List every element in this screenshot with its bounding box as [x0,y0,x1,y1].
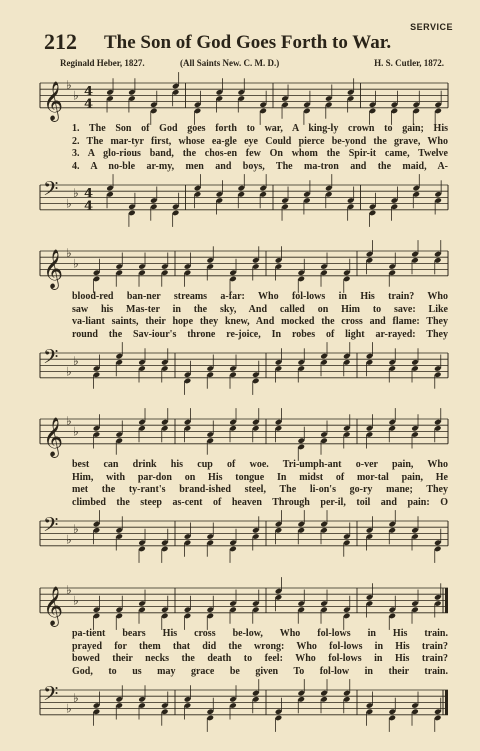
treble-clef-icon: 𝄞 [43,248,64,289]
time-signature-top: 4 [84,186,94,202]
composer-credit: H. S. Cutler, 1872. [374,58,444,68]
verse-line-2: 2. The mar-tyr first, whose ea-gle eye Could pierce be-yond the grave, Who [72,135,448,147]
bass-clef-icon: 𝄢 [43,513,59,541]
verse-line-3: met the ty-rant's brand-ished steel, The li-on's go-ry mane; They [72,484,448,495]
treble-clef-icon: 𝄞 [43,585,64,626]
hymn-credits [60,58,444,72]
final-barline-thick [445,690,448,715]
verse-line-4: God, to us may grace be given To fol-low in their train. [72,665,448,677]
flat-icon: ♭ [66,196,72,211]
tune-name: (All Saints New. C. M. D.) [180,58,280,68]
flat-icon: ♭ [66,364,72,379]
verse-line-2: Him, with par-don on His tongue In midst of mor-tal pain, He [72,471,448,483]
flat-icon: ♭ [73,522,79,537]
treble-staff [38,580,448,632]
treble-staff [38,75,448,127]
flat-icon: ♭ [73,424,79,439]
verse-line-4: climbed the steep as-cent of heaven Through per-il, toil and pain: O [72,496,448,508]
bass-staff [38,345,448,397]
verse-line-4: 4. A no-ble ar-my, men and boys, The ma-tron and the maid, A- [72,160,448,172]
lyrics-block [72,291,448,341]
final-barline-thick [445,588,448,613]
verse-line-1: 1. The Son of God goes forth to war, A king-ly crown to gain; His [72,123,448,134]
treble-clef-icon: 𝄞 [43,80,64,121]
section-tag: SERVICE [410,22,453,32]
time-signature-top: 4 [84,84,94,100]
bass-clef-icon: 𝄢 [43,345,59,373]
time-signature-bottom: 4 [84,198,94,214]
lyrics-block [72,123,448,173]
author-credit: Reginald Heber, 1827. [60,58,145,68]
treble-staff [38,411,448,463]
verse-line-4: round the Sav-iour's throne re-joice, In robes of light ar-rayed: They [72,328,448,340]
flat-icon: ♭ [66,701,72,716]
verse-line-2: prayed for them that did the wrong: Who fol-lows in His train? [72,640,448,652]
verse-line-3: va-liant saints, their hope they knew, And mocked the cross and flame: They [72,316,448,327]
verse-line-1: best can drink his cup of woe. Tri-umph-ant o-ver pain, Who [72,459,448,470]
hymn-number: 212 [44,29,77,54]
flat-icon: ♭ [66,532,72,547]
flat-icon: ♭ [66,414,72,428]
lyrics-block [72,459,448,509]
flat-icon: ♭ [66,246,72,260]
flat-icon: ♭ [66,583,72,597]
verse-line-1: blood-red ban-ner streams a-far: Who fol-lows in His train? Who [72,291,448,302]
flat-icon: ♭ [73,256,79,271]
time-signature-bottom: 4 [84,96,94,112]
bass-staff [38,682,448,734]
flat-icon: ♭ [73,88,79,103]
verse-line-3: bowed their necks the death to feel: Who fol-lows in His train? [72,653,448,664]
bass-staff [38,513,448,565]
treble-staff [38,243,448,295]
flat-icon: ♭ [73,593,79,608]
bass-clef-icon: 𝄢 [43,682,59,710]
bass-clef-icon: 𝄢 [43,177,59,205]
lyrics-block [72,628,448,678]
treble-clef-icon: 𝄞 [43,416,64,457]
flat-icon: ♭ [73,691,79,706]
verse-line-1: pa-tient bears His cross be-low, Who fol-lows in His train. [72,628,448,639]
flat-icon: ♭ [73,186,79,201]
flat-icon: ♭ [73,354,79,369]
hymn-title: The Son of God Goes Forth to War. [104,32,392,53]
verse-line-3: 3. A glo-rious band, the chos-en few On whom the Spir-it came, Twelve [72,148,448,159]
bass-staff [38,177,448,229]
flat-icon: ♭ [66,78,72,92]
verse-line-2: saw his Mas-ter in the sky, And called on Him to save: Like [72,303,448,315]
